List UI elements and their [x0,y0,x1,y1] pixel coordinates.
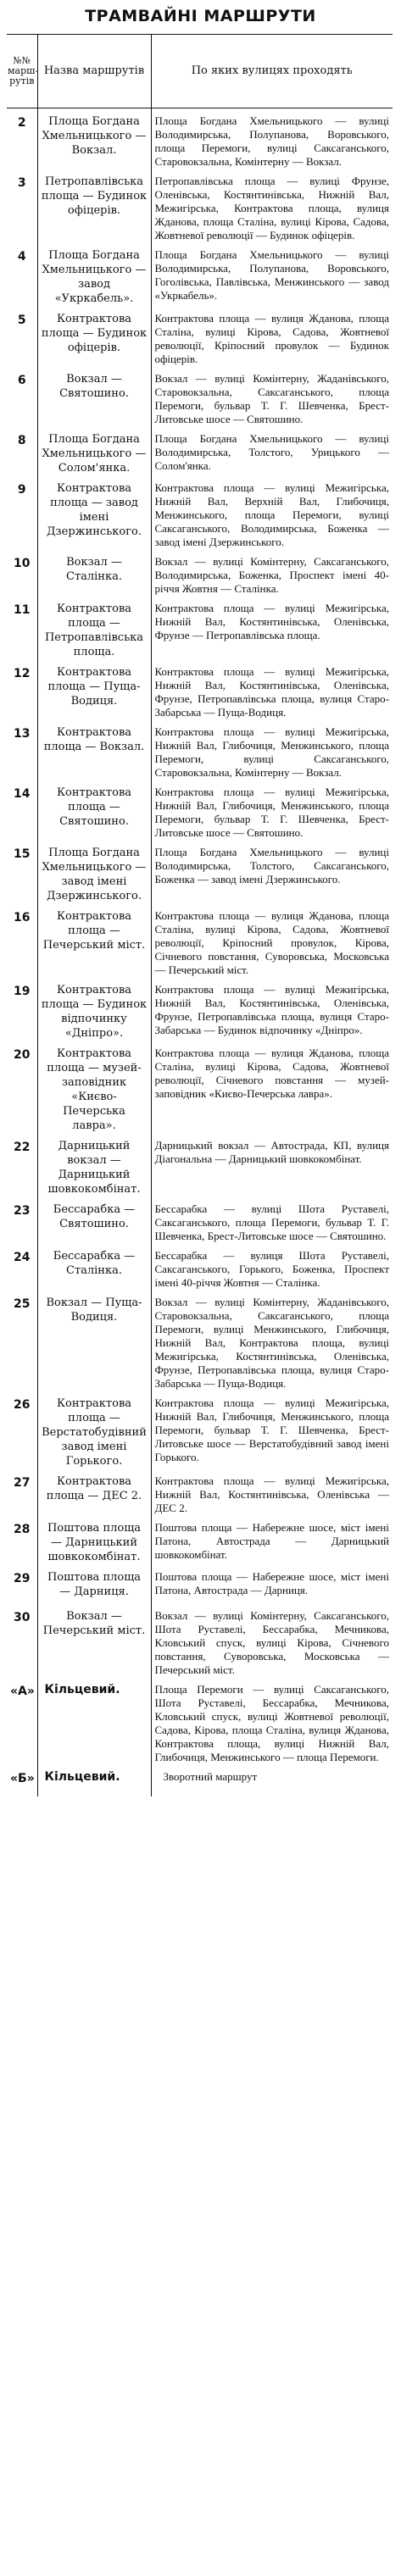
table-header [7,35,393,108]
route-name: Контрактова площа — Петропавлівська площа. [37,596,151,659]
route-number: 30 [14,1611,31,1624]
route-name: Поштова площа — Дарницький шовкокомбінат. [37,1515,151,1564]
route-number: 13 [14,727,31,741]
table-row [7,1391,393,1468]
route-number: 28 [14,1523,31,1536]
route-number: 22 [14,1141,31,1154]
route-streets: Поштова площа — Набережне шосе, міст імені Патона, Автострада — Дарницький шовкокомбінат. [151,1515,393,1564]
table-row [7,306,393,366]
route-name: Контрактова площа — музей-заповідник «Києво-Печерська лавра». [37,1041,151,1133]
table-row [7,169,393,242]
route-name: Кільцевий. [37,1764,151,1796]
table-row [7,475,393,549]
table-row [7,1290,393,1391]
table-row [7,1764,393,1796]
route-streets: Контрактова площа — вулиці Межигірська, Нижній Вал, Глибочиця, Менжинського, площа Перемоги, бульвар Т. Г. Шевченка, Брест-Литовське шосе — Верстатобудівний завод імені Горького. [151,1391,393,1468]
route-name: Контрактова площа — Печерський міст. [37,903,151,977]
header-route-streets: По яких вулицях проходять [151,35,393,108]
route-name: Площа Богдана Хмельницького — Вокзал. [37,108,151,169]
route-number: 9 [17,483,26,497]
route-number: 29 [14,1572,31,1585]
route-streets: Зворотний маршрут [151,1764,393,1796]
route-name: Контрактова площа — Верстатобудівний завод імені Горького. [37,1391,151,1468]
route-name: Вокзал — Печерський міст. [37,1603,151,1677]
header-row [7,35,393,108]
route-streets: Контрактова площа — вулиця Жданова, площа Сталіна, вулиці Кірова, Садова, Жовтневої революції, Січневого повстання — музей-заповідник «Києво-Печерська лавра». [151,1041,393,1133]
table-row [7,1603,393,1677]
route-name: Контрактова площа — ДЕС 2. [37,1468,151,1515]
table-row [7,1196,393,1243]
table-row [7,242,393,306]
route-name: Контрактова площа — Будинок відпочинку «Дніпро». [37,977,151,1041]
route-name: Контрактова площа — завод імені Дзержинського. [37,475,151,549]
table-row [7,903,393,977]
route-streets: Контрактова площа — вулиці Межигірська, Нижній Вал, Костянтинівська, Оленівська, Фрунзе, Петропавлівська площа, вулиця Старо-Забарська — Пуща-Водиця. [151,659,393,719]
route-number: 2 [17,116,26,130]
route-number: 25 [14,1297,31,1311]
route-name: Вокзал — Святошино. [37,366,151,426]
route-name: Кільцевий. [37,1677,151,1764]
route-name: Дарницький вокзал — Дарницький шовкокомбінат. [37,1133,151,1196]
table-row [7,1564,393,1603]
route-name: Бессарабка — Святошино. [37,1196,151,1243]
page-title: ТРАМВАЙНІ МАРШРУТИ [85,7,316,25]
route-number: 19 [14,985,31,998]
route-streets: Поштова площа — Набережне шосе, міст імені Патона, Автострада — Дарниця. [151,1564,393,1603]
route-streets: Вокзал — вулиці Комінтерну, Жаданівського, Старовокзальна, Саксаганського, площа Перемоги, бульвар Т. Г. Шевченка, Брест-Литовське шосе — Святошино. [151,366,393,426]
route-number: 11 [14,603,31,617]
route-number: 27 [14,1476,31,1490]
table-row [7,977,393,1041]
route-streets: Вокзал — вулиці Комінтерну, Жаданівського, Старовокзальна, Саксаганського, площа Перемоги, вулиці Менжинського, Глибочиця, Нижній Вал, Контрактова площа, вулиці Межигірська, Костянтинівська, Оленівська, Фрунзе, Петропавлівська площа, вулиця Старо-Забарська — Пуща-Водиця. [151,1290,393,1391]
route-streets: Площа Богдана Хмельницького — вулиці Володимирська, Толстого, Урицького — Солом'янка. [151,426,393,475]
route-number: 15 [14,847,31,861]
table-row [7,780,393,840]
route-number: 20 [14,1048,31,1062]
table-row [7,1041,393,1133]
table-row [7,596,393,659]
table-row [7,426,393,475]
route-streets: Площа Перемоги — вулиці Саксаганського, Шота Руставелі, Бессарабка, Мечникова, Кловський спуск, вулиці Жовтневої революції, Садова, Кірова, площа Сталіна, вулиця Жданова, Контрактова площа, вулиці Нижній Вал, Глибочиця, Менжинського — площа Перемоги. [151,1677,393,1764]
table-row [7,366,393,426]
table-row [7,1515,393,1564]
route-name: Площа Богдана Хмельницького — завод «Укркабель». [37,242,151,306]
route-number: 10 [14,557,31,570]
route-number: 14 [14,787,31,801]
table-row [7,1133,393,1196]
table-row [7,1677,393,1764]
route-streets: Контрактова площа — вулиця Жданова, площа Сталіна, вулиці Кірова, Садова, Жовтневої революції, Кріпосний провулок — Будинок офіцерів. [151,306,393,366]
route-number: 5 [17,314,26,327]
route-streets: Контрактова площа — вулиця Жданова, площа Сталіна, вулиці Кірова, Садова, Жовтневої революції, Кріпосний провулок, Кірова, Січневого повстання, Суворовська, Московська — Печерський міст. [151,903,393,977]
route-name: Контрактова площа — Пуща-Водиця. [37,659,151,719]
table-row [7,549,393,596]
header-route-number: №№ марш-рутів [7,35,37,108]
route-name: Вокзал — Пуща-Водиця. [37,1290,151,1391]
route-streets: Вокзал — вулиці Комінтерну, Саксаганського, Шота Руставелі, Бессарабка, Мечникова, Кловський спуск, вулиці Кірова, Січневого повстання, Суворовська, Московська — Печерський міст. [151,1603,393,1677]
route-streets: Контрактова площа — вулиці Межигірська, Нижній Вал, Костянтинівська, Оленівська, Фрунзе, Петропавлівська площа, вулиця Старо-Забарська — Будинок відпочинку «Дніпро». [151,977,393,1041]
route-streets: Бессарабка — вулиця Шота Руставелі, Саксаганського, Горького, Боженка, Проспект імені 40-річчя Жовтня — Сталінка. [151,1243,393,1290]
routes-table [7,34,393,1796]
route-number: 23 [14,1204,31,1218]
route-name: Площа Богдана Хмельницького — завод імені Дзержинського. [37,840,151,903]
table-row [7,719,393,780]
route-streets: Петропавлівська площа — вулиці Фрунзе, Оленівська, Костянтинівська, Нижній Вал, Межигірська, Контрактова площа, вулиця Жданова, площа Сталіна, вулиці Кірова, Садова, Жовтневої революції — Будинок офіцерів. [151,169,393,242]
route-number: 12 [14,667,31,680]
route-number: 26 [14,1398,31,1412]
route-name: Контрактова площа — Будинок офіцерів. [37,306,151,366]
route-name: Контрактова площа — Святошино. [37,780,151,840]
route-name: Контрактова площа — Вокзал. [37,719,151,780]
route-streets: Вокзал — вулиці Комінтерну, Саксаганського, Володимирська, Боженка, Проспект імені 40-річчя Жовтня — Сталінка. [151,549,393,596]
route-name: Площа Богдана Хмельницького — Солом'янка. [37,426,151,475]
route-number: 3 [17,176,26,190]
route-number: «Б» [10,1772,35,1785]
route-streets: Контрактова площа — вулиці Межигірська, Нижній Вал, Костянтинівська, Оленівська, Фрунзе — Петропавлівська площа. [151,596,393,659]
route-name: Петропавлівська площа — Будинок офіцерів. [37,169,151,242]
table-row [7,108,393,169]
route-name: Поштова площа — Дарниця. [37,1564,151,1603]
route-streets: Контрактова площа — вулиці Межигірська, Нижній Вал, Костянтинівська, Оленівська — ДЕС 2. [151,1468,393,1515]
route-streets: Контрактова площа — вулиці Межигірська, Нижній Вал, Глибочиця, Менжинського, площа Перемоги, вулиці Саксаганського, Старовокзальна, Комінтерну — Вокзал. [151,719,393,780]
route-name: Вокзал — Сталінка. [37,549,151,596]
route-streets: Площа Богдана Хмельницького — вулиці Володимирська, Полупанова, Воровського, Гоголівська, Павлівська, Менжинського — завод «Укркабель». [151,242,393,306]
table-row [7,659,393,719]
table-body [7,108,393,1797]
route-streets: Дарницький вокзал — Автострада, КП, вулиця Діагональна — Дарницький шовкокомбінат. [151,1133,393,1196]
route-streets: Контрактова площа — вулиці Межигірська, Нижній Вал, Верхній Вал, Глибочиця, Менжинського, площа Перемоги, вулиці Саксаганського, Володимирська, Боженка — завод імені Дзержинського. [151,475,393,549]
header-route-name: Назва маршрутів [37,35,151,108]
table-row [7,1243,393,1290]
route-streets: Площа Богдана Хмельницького — вулиці Володимирська, Толстого, Саксаганського, Боженка — завод імені Дзержинського. [151,840,393,903]
route-number: 16 [14,911,31,924]
route-streets: Бессарабка — вулиці Шота Руставелі, Саксаганського, площа Перемоги, бульвар Т. Г. Шевченка, Брест-Литовське шосе — Святошино. [151,1196,393,1243]
route-name: Бессарабка — Сталінка. [37,1243,151,1290]
route-number: 4 [17,250,26,264]
table-row [7,840,393,903]
route-number: 24 [14,1251,31,1264]
route-number: «А» [10,1685,35,1698]
route-streets: Площа Богдана Хмельницького — вулиці Володимирська, Полупанова, Воровського, площа Перемоги, вулиці Саксаганського, Старовокзальна, Комінтерну — Вокзал. [151,108,393,169]
table-row [7,1468,393,1515]
route-streets: Контрактова площа — вулиці Межигірська, Нижній Вал, Глибочиця, Менжинського, площа Перемоги, бульвар Т. Г. Шевченка, Брест-Литовське шосе — Святошино. [151,780,393,840]
route-number: 8 [17,434,26,447]
route-number: 6 [17,374,26,387]
